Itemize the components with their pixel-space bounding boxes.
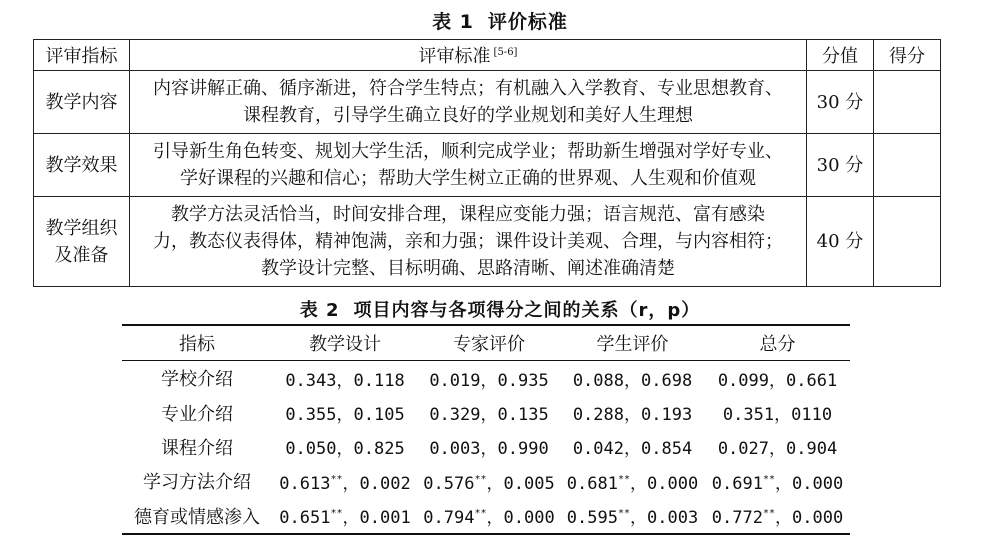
table1-criteria-line: 教学设计完整、目标明确、思路清晰、阐述准确清楚 bbox=[261, 258, 675, 279]
table1-number: 表 1 bbox=[432, 11, 474, 33]
value-separator: ， bbox=[336, 370, 354, 391]
table2-number: 表 2 bbox=[299, 300, 340, 321]
value-separator: ， bbox=[769, 370, 786, 391]
table2-value-cell bbox=[560, 395, 705, 429]
table1-header-criteria-label: 评审标准 bbox=[418, 46, 491, 67]
table2-value-cell bbox=[272, 361, 418, 396]
table1-header-got: 得分 bbox=[874, 40, 941, 71]
p-value: 0.000 bbox=[647, 473, 699, 494]
value-separator: ， bbox=[480, 439, 498, 460]
value-separator: ， bbox=[480, 405, 498, 426]
value-separator: ， bbox=[486, 473, 504, 494]
significance-mark: ** bbox=[617, 473, 631, 485]
value-separator: ， bbox=[775, 508, 793, 529]
significance-mark: ** bbox=[762, 508, 776, 520]
table1-criteria-line: 引导新生角色转变、规划大学生活，顺利完成学业；帮助新生增强对学好专业、 bbox=[153, 141, 783, 162]
p-value: 0.002 bbox=[359, 473, 411, 494]
value-separator: ， bbox=[774, 405, 792, 426]
table1-indicator-cell bbox=[34, 197, 130, 287]
evaluation-criteria-table bbox=[33, 39, 941, 287]
table2-value-cell bbox=[560, 464, 705, 498]
p-value: 0.135 bbox=[497, 405, 549, 426]
table2-value-cell bbox=[418, 499, 560, 534]
table2-header-cell: 专家评价 bbox=[418, 325, 560, 361]
table2-header-cell: 指标 bbox=[122, 325, 272, 361]
value-separator: ， bbox=[624, 439, 641, 460]
r-value: 0.343 bbox=[285, 370, 337, 391]
table2-header-cell: 总分 bbox=[705, 325, 850, 361]
p-value: 0.854 bbox=[641, 439, 693, 460]
significance-mark: ** bbox=[617, 508, 631, 520]
r-value: 0.794 bbox=[423, 508, 475, 529]
significance-mark: ** bbox=[474, 473, 487, 485]
table1-header-indicator: 评审指标 bbox=[34, 40, 130, 71]
table2-value-cell bbox=[705, 395, 850, 429]
table2-header-cell: 学生评价 bbox=[560, 325, 705, 361]
value-separator: ， bbox=[775, 473, 793, 494]
p-value: 0.904 bbox=[786, 439, 838, 460]
table2-value-cell bbox=[705, 499, 850, 534]
table1-caption bbox=[0, 7, 1000, 34]
table2-value-cell bbox=[418, 430, 560, 464]
table2-indicator-cell: 专业介绍 bbox=[161, 403, 233, 425]
p-value: 0.193 bbox=[641, 405, 693, 426]
table2-header-cell: 教学设计 bbox=[272, 325, 418, 361]
table2-value-cell bbox=[418, 395, 560, 429]
r-value: 0.613 bbox=[279, 473, 331, 494]
table2-value-cell bbox=[272, 395, 418, 429]
correlation-table bbox=[122, 324, 850, 535]
table2-row bbox=[122, 430, 850, 464]
r-value: 0.651 bbox=[279, 508, 331, 529]
p-value: 0.825 bbox=[353, 439, 405, 460]
table2-indicator-cell: 学校介绍 bbox=[161, 369, 233, 391]
significance-mark: ** bbox=[330, 508, 343, 520]
r-value: 0.691 bbox=[711, 473, 763, 494]
table2-value-cell bbox=[560, 430, 705, 464]
table2-value-cell bbox=[418, 361, 560, 396]
value-separator: ， bbox=[480, 370, 498, 391]
p-value: 0.005 bbox=[503, 473, 555, 494]
p-value: 0.118 bbox=[353, 370, 405, 391]
value-separator: ， bbox=[769, 439, 786, 460]
table1-row bbox=[34, 71, 941, 134]
table1-criteria-line: 学好课程的兴趣和信心；帮助大学生树立正确的世界观、人生观和价值观 bbox=[180, 168, 756, 189]
p-value: 0.698 bbox=[641, 370, 693, 391]
value-separator: ， bbox=[336, 439, 354, 460]
table1-criteria-line: 内容讲解正确、循序渐进，符合学生特点；有机融入入学教育、专业思想教育、 bbox=[153, 78, 783, 99]
table2-value-cell bbox=[272, 499, 418, 534]
p-value: 0.935 bbox=[497, 370, 549, 391]
value-separator: ， bbox=[336, 405, 354, 426]
table1-got-cell bbox=[874, 134, 941, 197]
r-value: 0.595 bbox=[566, 508, 618, 529]
r-value: 0.351 bbox=[722, 405, 775, 426]
value-separator: ， bbox=[624, 370, 641, 391]
p-value: 0.990 bbox=[497, 439, 549, 460]
r-value: 0.576 bbox=[423, 473, 475, 494]
p-value: 0.105 bbox=[353, 405, 405, 426]
table1-criteria-cell bbox=[130, 197, 807, 287]
r-value: 0.027 bbox=[717, 439, 769, 460]
value-separator: ， bbox=[630, 508, 648, 529]
table1-indicator-line: 教学效果 bbox=[45, 154, 118, 176]
significance-mark: ** bbox=[330, 473, 343, 485]
table2-value-cell bbox=[272, 464, 418, 498]
value-separator: ， bbox=[342, 473, 360, 494]
table1-criteria-line: 力，教态仪表得体，精神饱满，亲和力强；课件设计美观、合理，与内容相符； bbox=[153, 231, 783, 252]
p-value: 0.000 bbox=[792, 508, 844, 529]
table1-indicator-line: 教学内容 bbox=[45, 91, 118, 113]
table2-row bbox=[122, 464, 850, 498]
value-separator: ， bbox=[624, 405, 641, 426]
table1-criteria-line: 教学方法灵活恰当，时间安排合理，课程应变能力强；语言规范、富有感染 bbox=[171, 204, 765, 225]
table2-caption bbox=[0, 296, 1000, 322]
table1-got-cell bbox=[874, 197, 941, 287]
r-value: 0.003 bbox=[429, 439, 481, 460]
table1-criteria-cell bbox=[130, 71, 807, 134]
table1-indicator-line: 及准备 bbox=[54, 244, 109, 266]
table2-title: 项目内容与各项得分之间的关系（r，p） bbox=[353, 300, 701, 321]
table1-row bbox=[34, 197, 941, 287]
table1-header-criteria-ref: [5-6] bbox=[493, 47, 518, 58]
r-value: 0.088 bbox=[572, 370, 624, 391]
r-value: 0.099 bbox=[717, 370, 769, 391]
table2-row bbox=[122, 361, 850, 396]
table2-row bbox=[122, 499, 850, 534]
table1-title: 评价标准 bbox=[487, 11, 568, 33]
table2-value-cell bbox=[560, 499, 705, 534]
r-value: 0.042 bbox=[572, 439, 624, 460]
p-value: 0.001 bbox=[359, 508, 411, 529]
r-value: 0.050 bbox=[285, 439, 337, 460]
p-value: 0.000 bbox=[503, 508, 555, 529]
table2-row bbox=[122, 395, 850, 429]
table1-criteria-line: 课程教育，引导学生确立良好的学业规划和美好人生理想 bbox=[243, 105, 693, 126]
value-separator: ， bbox=[342, 508, 360, 529]
r-value: 0.681 bbox=[566, 473, 618, 494]
r-value: 0.019 bbox=[429, 370, 481, 391]
significance-mark: ** bbox=[762, 473, 776, 485]
table1-header-score: 分值 bbox=[807, 40, 874, 71]
p-value: 0.003 bbox=[647, 508, 699, 529]
p-value: 0.661 bbox=[786, 370, 838, 391]
table2-value-cell bbox=[272, 430, 418, 464]
table1-header-row bbox=[34, 40, 941, 71]
p-value: 0.000 bbox=[792, 473, 844, 494]
table1-score-cell: 30 分 bbox=[807, 134, 874, 197]
table2-value-cell bbox=[418, 464, 560, 498]
r-value: 0.288 bbox=[572, 405, 624, 426]
table2-indicator-cell: 德育或情感渗入 bbox=[122, 499, 272, 534]
table1-got-cell bbox=[874, 71, 941, 134]
r-value: 0.355 bbox=[285, 405, 337, 426]
table1-score-cell: 40 分 bbox=[807, 197, 874, 287]
table1-criteria-cell bbox=[130, 134, 807, 197]
value-separator: ， bbox=[630, 473, 648, 494]
significance-mark: ** bbox=[474, 508, 487, 520]
value-separator: ， bbox=[486, 508, 504, 529]
table1-indicator-cell bbox=[34, 134, 130, 197]
table2-value-cell bbox=[705, 464, 850, 498]
table2-header-row bbox=[122, 325, 850, 361]
r-value: 0.329 bbox=[429, 405, 481, 426]
table1-row bbox=[34, 134, 941, 197]
table2-value-cell bbox=[560, 361, 705, 396]
table2-value-cell bbox=[705, 430, 850, 464]
p-value: 0110 bbox=[791, 405, 833, 426]
table2-value-cell bbox=[705, 361, 850, 396]
table2-indicator-cell: 学习方法介绍 bbox=[143, 472, 251, 494]
table1-header-criteria bbox=[130, 40, 807, 71]
table1-indicator-cell bbox=[34, 71, 130, 134]
table1-score-cell: 30 分 bbox=[807, 71, 874, 134]
r-value: 0.772 bbox=[711, 508, 763, 529]
table2-indicator-cell: 课程介绍 bbox=[161, 437, 233, 459]
table1-indicator-line: 教学组织 bbox=[45, 217, 118, 239]
